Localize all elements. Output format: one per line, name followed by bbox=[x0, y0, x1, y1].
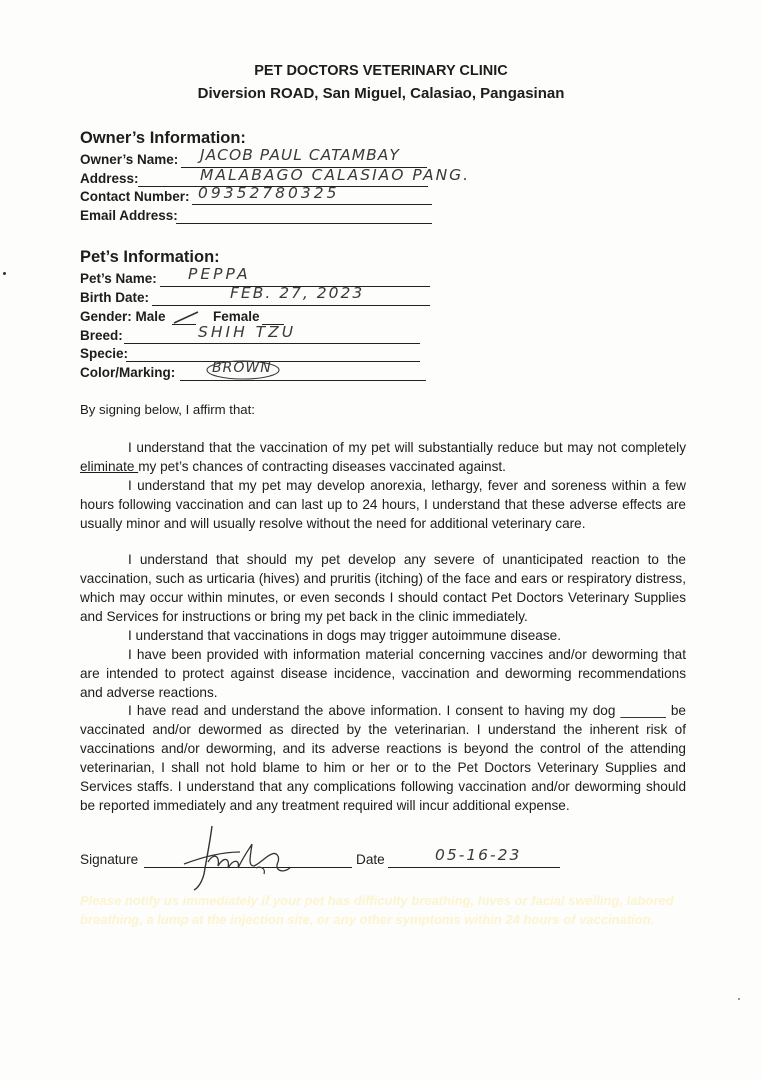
dot-mark bbox=[738, 998, 740, 1000]
consent-paragraph-2: I understand that my pet may develop anorexia, lethargy, fever and soreness within a few hours following vaccination and can last up to 24 hours, I understand that these adverse effects are usually minor and will usually resolve without the need for additional veterinary care. bbox=[80, 478, 686, 531]
pet-birth-label: Birth Date: bbox=[80, 290, 150, 305]
pet-section-title: Pet’s Information: bbox=[80, 248, 220, 266]
owner-contact-value: 09352780325 bbox=[198, 184, 340, 202]
pet-breed-line bbox=[124, 343, 420, 344]
consent-paragraph-3: I understand that should my pet develop any severe of unanticipated reaction to the vaccination, such as urticaria (hives) and pruritis (itching) of the face and ears or respiratory distress, which may occur within minutes, or even seconds I should contact Pet Doctors Veterinary Supplies and Services for instructions or bring my pet back in the clinic immediately. bbox=[80, 552, 686, 624]
gender-female-label: Female bbox=[213, 309, 260, 324]
pet-gender-field bbox=[80, 309, 260, 324]
clinic-name: PET DOCTORS VETERINARY CLINIC bbox=[254, 63, 508, 79]
owner-contact-line bbox=[192, 204, 432, 205]
pet-breed-field bbox=[80, 328, 123, 343]
owner-name-label: Owner’s Name: bbox=[80, 152, 179, 167]
pet-name-value: PEPPA bbox=[188, 265, 251, 283]
signature-label: Signature bbox=[80, 852, 139, 867]
dot-mark bbox=[3, 272, 6, 275]
consent-paragraph-5: I have been provided with information material concerning vaccines and/or deworming that are intended to protect against disease incidence, vaccination and deworming recommendations and adverse reactions. bbox=[80, 647, 686, 700]
owner-contact-field bbox=[80, 189, 190, 204]
handwritten-signature bbox=[180, 822, 300, 894]
pet-birth-field bbox=[80, 290, 149, 305]
owner-contact-label: Contact Number: bbox=[80, 189, 190, 204]
owner-email-field bbox=[80, 208, 178, 223]
date-label: Date bbox=[356, 852, 385, 867]
owner-address-field bbox=[80, 171, 139, 186]
pet-breed-value: SHIH TZU bbox=[198, 323, 297, 341]
consent-paragraph-6: I have read and understand the above information. I consent to having my dog ______ be vaccinated and/or dewormed as directed by the veterinarian. I understand the inherent risk of vaccinations and/or deworming, and its adverse reactions is beyond the control of the attending veterinarian, I shall not hold blame to him or her or to the Pet Doctors Veterinary Supplies and Services staffs. I understand that any complications following vaccination and/or deworming should be reported immediately and any treatment required will incur additional expense. bbox=[80, 703, 686, 813]
pet-birth-value: FEB. 27, 2023 bbox=[230, 284, 365, 302]
consent-p1-end: my pet’s chances of contracting diseases vaccinated against. bbox=[138, 459, 506, 474]
date-value: 05-16-23 bbox=[435, 846, 522, 864]
signature-row bbox=[80, 852, 385, 867]
owner-address-label: Address: bbox=[80, 171, 139, 186]
pet-color-field bbox=[80, 365, 175, 380]
owner-section-title: Owner’s Information: bbox=[80, 129, 246, 147]
owner-email-label: Email Address: bbox=[80, 208, 178, 223]
pet-color-label: Color/Marking: bbox=[80, 365, 176, 380]
pet-specie-label: Specie: bbox=[80, 346, 129, 361]
owner-name-value: JACOB PAUL CATAMBAY bbox=[200, 146, 400, 164]
clinic-address: Diversion ROAD, San Miguel, Calasiao, Pangasinan bbox=[197, 85, 565, 102]
consent-p1-start: I understand that the vaccination of my pet will substantially reduce but may not completely bbox=[128, 440, 686, 455]
pet-birth-line bbox=[152, 305, 430, 306]
consent-p1-underlined: eliminate bbox=[80, 459, 139, 474]
pet-breed-label: Breed: bbox=[80, 328, 123, 343]
pet-color-value: BROWN bbox=[212, 360, 272, 376]
pet-name-field bbox=[80, 271, 157, 286]
consent-paragraph-4: I understand that vaccinations in dogs may trigger autoimmune disease. bbox=[128, 628, 561, 643]
faded-note: Please notify us immediately if your pet has difficulty breathing, hives or facial swelling, labored breathing, a lump at the injection site, or any other symptoms within 24 hours of vaccination. bbox=[80, 893, 674, 927]
consent-paragraph-1 bbox=[80, 438, 686, 476]
owner-email-line bbox=[176, 223, 432, 224]
gender-male-label: Gender: Male bbox=[80, 309, 166, 324]
pet-name-label: Pet’s Name: bbox=[80, 271, 157, 286]
date-line bbox=[388, 867, 560, 868]
consent-intro: By signing below, I affirm that: bbox=[80, 402, 255, 417]
owner-address-value: MALABAGO CALASIAO PANG. bbox=[200, 166, 471, 184]
pet-specie-field bbox=[80, 346, 128, 361]
owner-name-field bbox=[80, 152, 178, 167]
color-circle-mark bbox=[204, 359, 282, 381]
